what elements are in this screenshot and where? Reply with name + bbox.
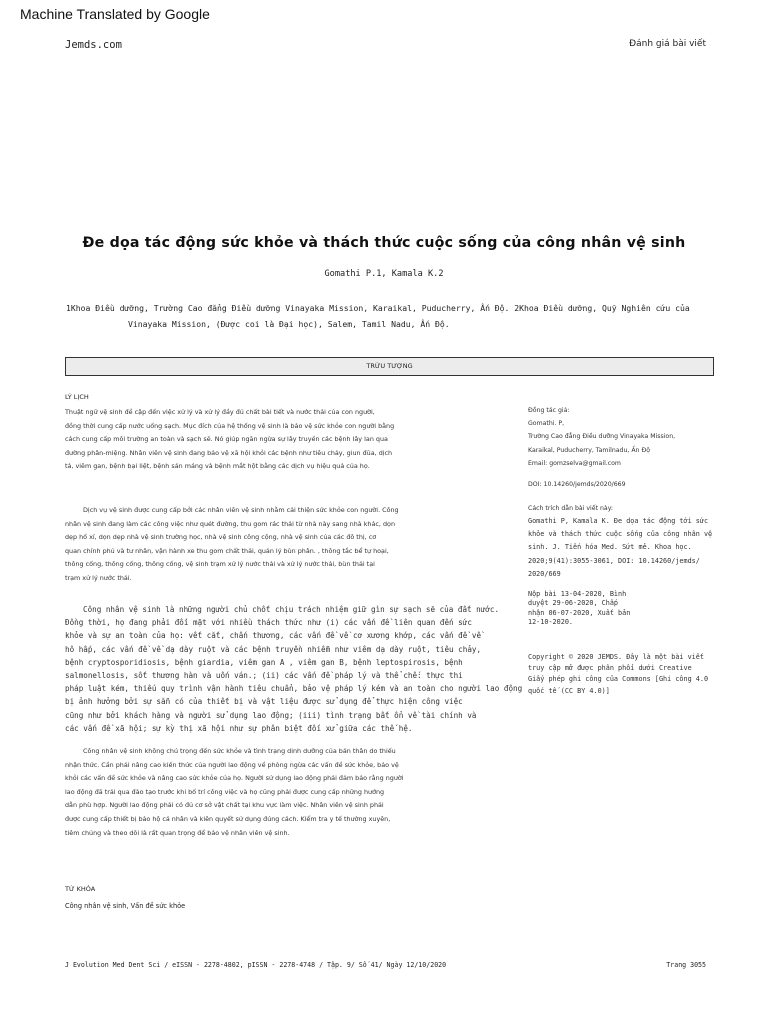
- sidebar-line: nhận 06-07-2020, Xuất bản: [528, 608, 631, 617]
- authors: Gomathi P.1, Kamala K.2: [324, 269, 444, 279]
- text-line: nhận thức. Cần phải nâng cao kiến thức của người lao động về phòng ngừa các vấn đề sức khỏe, bảo vệ: [65, 760, 399, 769]
- text-line: bệnh cryptosporidiosis, bệnh giardia, viêm gan A , viêm gan B, bệnh leptospirosis, bệnh: [65, 657, 463, 667]
- text-line: các vấn đề xã hội; sự kỳ thị xã hội như sự phân biệt đối xử giữa các thế hệ.: [65, 723, 413, 733]
- footer-journal: J Evolution Med Dent Sci / eISSN - 2278-4802, pISSN - 2278-4748 / Tập. 9/ Số 41/ Ngày 12/10/2020: [65, 961, 447, 969]
- service-paragraph: [65, 504, 513, 586]
- text-line: salmonellosis, sốt thương hàn và uốn ván.; (ii) các vấn đề pháp lý và thể chế: thực thi: [65, 671, 463, 681]
- sidebar-line: Gomathi. P,: [528, 420, 565, 428]
- article-title: Đe dọa tác động sức khỏe và thách thức cuộc sống của công nhân vệ sinh: [82, 235, 686, 251]
- text-line: dẫn phù hợp. Người lao động phải có đủ cơ sở vật chất tại khu vực làm việc. Nhân viên vệ sinh phải: [65, 801, 384, 810]
- sidebar-line: Giấy phép ghi công của Commons [Ghi công 4.0: [528, 675, 709, 684]
- sidebar-line: duyệt 29-06-2020, Chấp: [528, 599, 619, 608]
- sidebar-line: Copyright © 2020 JEMDS. Đây là một bài viết: [528, 653, 704, 661]
- doi: [528, 478, 718, 491]
- text-line: tả, viêm gan, bệnh bại liệt, bệnh sán máng và bệnh mắt hột bằng các dịch vụ hiệu quả của họ.: [65, 462, 370, 471]
- background-heading: LÝ LỊCH: [65, 393, 89, 401]
- keywords: Công nhân vệ sinh, Vấn đề sức khỏe: [65, 902, 186, 910]
- text-line: trạm xử lý nước thải.: [65, 573, 132, 582]
- sidebar-line: truy cập mở được phân phối dưới Creative: [528, 664, 692, 673]
- keywords-heading: TỪ KHÓA: [65, 885, 96, 893]
- text-line: Thuật ngữ vệ sinh đề cập đến việc xử lý và xử lý đầy đủ chất bài tiết và nước thải của con người,: [65, 408, 375, 416]
- abstract-header: TRỪU TƯỢNG: [65, 357, 714, 376]
- text-line: khỏi các vấn đề sức khỏe và nâng cao sức khỏe của họ. Người sử dụng lao động phải đảm bảo rằng người: [65, 774, 404, 783]
- sidebar-line: 12-10-2020.: [528, 618, 574, 627]
- sidebar-line: Gomathi P, Kamala K. Đe dọa tác động tới sức: [528, 517, 709, 525]
- text-line: dẹp hố xí, dọn dẹp nhà vệ sinh trường học, nhà vệ sinh công cộng, nhà vệ sinh của các đô thị, cơ: [65, 533, 377, 542]
- text-line: Công nhân vệ sinh là những người chủ chốt chịu trách nhiệm giữ gìn sự sạch sẽ của đất nước.: [83, 605, 500, 614]
- sidebar-line: sinh. J. Tiến hóa Med. Sứt mẻ. Khoa học.: [528, 543, 692, 552]
- citation-text: [528, 515, 718, 581]
- background-paragraph: [65, 406, 513, 474]
- text-line: bị ảnh hưởng bởi sự sẵn có của thiết bị và vật liệu được sử dụng để thực hiện công việc: [65, 697, 463, 707]
- page-number: Trang 3055: [666, 961, 706, 969]
- copyright-block: [528, 652, 718, 697]
- sidebar-line: Trường Cao đẳng Điều dưỡng Vinayaka Mission,: [528, 433, 676, 441]
- affiliation-line: 1Khoa Điều dưỡng, Trường Cao đẳng Điều dưỡng Vinayaka Mission, Karaikal, Puducherry, Ấn Độ. 2Khoa Điều dưỡng, Quỹ Nghiên cứu của: [66, 303, 690, 313]
- text-line: Công nhân vệ sinh không chú trọng đến sức khỏe và tình trạng dinh dưỡng của bản thân do thiếu: [83, 747, 396, 755]
- affiliation-line: Vinayaka Mission, (Được coi là Đại học), Salem, Tamil Nadu, Ấn Độ.: [128, 319, 450, 329]
- text-line: pháp luật kém, thiếu quy trình vận hành tiêu chuẩn, bảo vệ pháp lý kém và an toàn cho người lao động: [65, 684, 523, 694]
- sidebar-line: Đồng tác giả:: [528, 407, 570, 414]
- sidebar-line: 2020;9(41):3055-3061, DOI: 10.14260/jemds/: [528, 556, 700, 565]
- workers-paragraph: [65, 603, 523, 735]
- text-line: thông cống, thông cống, thông cống, vệ sinh trạm xử lý nước thải và xử lý nước thải, bùn thải tại: [65, 560, 375, 569]
- text-line: tiêm chủng và theo dõi là rất quan trọng để bảo vệ nhân viên vệ sinh.: [65, 828, 290, 837]
- sidebar-line: Karaikal, Puducherry, Tamilnadu, Ấn Độ: [528, 446, 651, 454]
- text-line: được cung cấp thiết bị bảo hộ cá nhân và kiên quyết sử dụng đúng cách. Kiểm tra y tế thường xuyên,: [65, 814, 391, 823]
- text-line: khỏe và sự an toàn của họ: vết cắt, chấn thương, các vấn đề về cơ xương khớp, các vấn đề về: [65, 631, 482, 641]
- text-line: Đồng thời, họ đang phải đối mặt với nhiều thách thức như (i) các vấn đề liên quan đến sức: [65, 618, 472, 628]
- sidebar-line: Nộp bài 13-04-2020, Bình: [528, 590, 627, 598]
- citation-label: Cách trích dẫn bài viết này:: [528, 505, 613, 512]
- text-line: hô hấp, các vấn đề về dạ dày ruột và các bệnh truyền nhiễm như viêm dạ dày ruột, tiêu chảy,: [65, 644, 482, 654]
- coauthor-block: [528, 404, 718, 470]
- email-link[interactable]: Email: gomzselva@gmail.com: [528, 459, 621, 467]
- text-line: Dịch vụ vệ sinh được cung cấp bởi các nhân viên vệ sinh nhằm cải thiện sức khỏe con người. Công: [83, 506, 399, 514]
- translation-banner: Machine Translated by Google: [20, 6, 210, 22]
- sidebar-line: khỏe và thách thức cuộc sống của công nhân vệ: [528, 530, 713, 539]
- sidebar-line: 2020/669: [528, 569, 561, 578]
- text-line: đường phân-miệng. Nhân viên vệ sinh đang bảo vệ xã hội khỏi các bệnh như tiêu chảy, giun đũa, dịch: [65, 448, 393, 457]
- text-line: cũng như bởi khách hàng và người sử dụng lao động; (iii) tình trạng bất ổn về tài chính và: [65, 710, 477, 720]
- site-name[interactable]: Jemds.com: [65, 39, 122, 51]
- citation-block: [528, 502, 718, 515]
- text-line: quan chính phủ và tư nhân, vận hành xe thu gom chất thải, quản lý bùn phân. , thông tắc bể tự hoại,: [65, 546, 389, 555]
- text-line: nhân vệ sinh đang làm các công việc như quét đường, thu gom rác thải từ nhà này sang nhà khác, dọn: [65, 519, 395, 528]
- text-line: lao động đã trải qua đào tạo trước khi bố trí công việc và họ cũng phải được cung cấp những hướng: [65, 787, 385, 796]
- text-line: đồng thời cung cấp nước uống sạch. Mục đích của hệ thống vệ sinh là bảo vệ sức khỏe con người bằng: [65, 421, 395, 430]
- affiliations: [66, 300, 714, 332]
- sidebar-line: quốc tế (CC BY 4.0)]: [528, 686, 610, 695]
- text-line: cách cung cấp môi trường an toàn và sạch sẽ. Nó giúp ngăn ngừa sự lây truyền các bệnh lây lan qua: [65, 435, 388, 444]
- dates-block: [528, 590, 718, 628]
- article-type: Đánh giá bài viết: [629, 39, 706, 49]
- nutrition-paragraph: [65, 745, 513, 840]
- doi-link[interactable]: DOI: 10.14260/jemds/2020/669: [528, 481, 626, 488]
